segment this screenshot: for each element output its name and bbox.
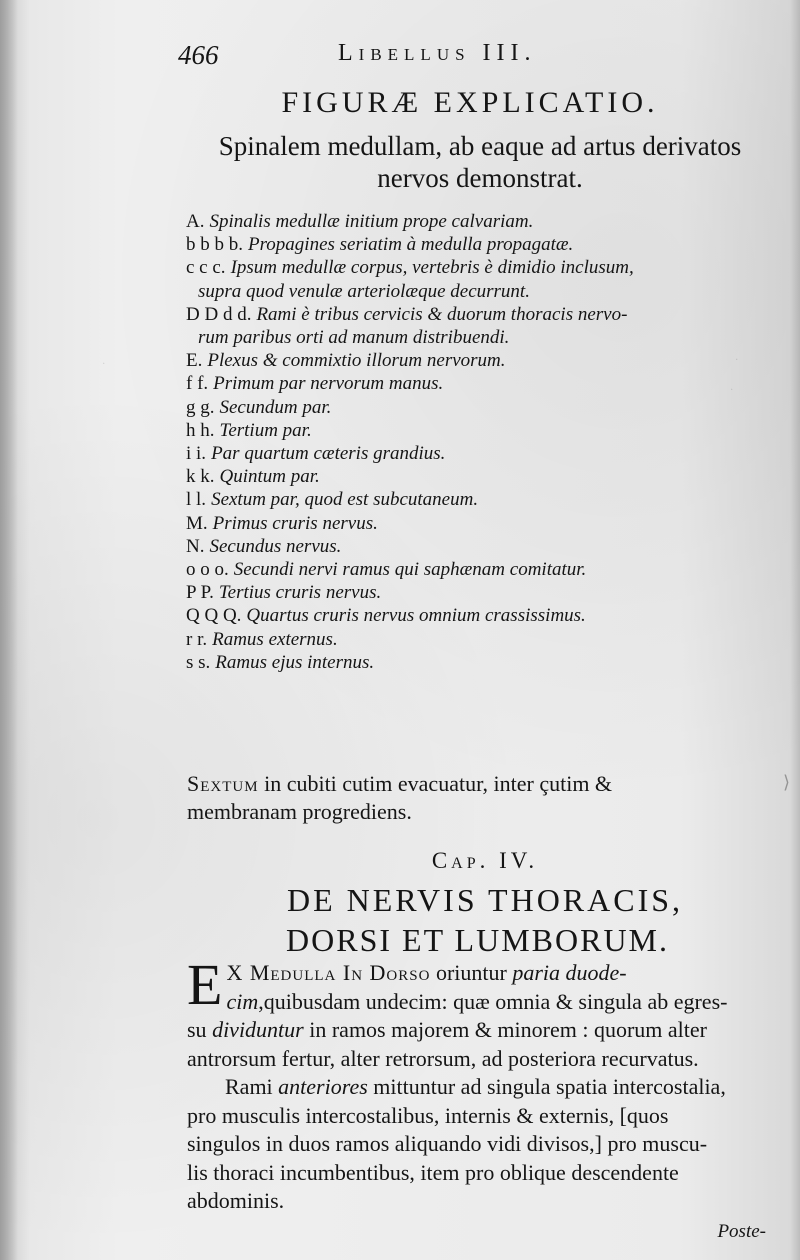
legend-item <box>186 442 771 465</box>
legend-key: r r. <box>186 628 208 650</box>
catchword: Poste- <box>717 1221 766 1242</box>
legend-item <box>186 396 771 419</box>
legend-key: b b b b. <box>186 234 243 256</box>
legend-text: Ramus externus. <box>212 628 338 650</box>
legend-text: Sextum par, quod est subcutaneum. <box>211 489 479 511</box>
legend-item <box>186 419 771 442</box>
italic-text: paria duode- <box>512 960 627 985</box>
legend-text: Secundi nervi ramus qui saphænam comitatur. <box>233 559 587 581</box>
paragraph-line: membranam progrediens. <box>187 799 412 824</box>
legend-key: s s. <box>186 651 211 673</box>
legend-key: f f. <box>186 373 209 395</box>
legend-item <box>186 581 771 604</box>
body-text: mittuntur ad singula spatia intercostalia, <box>367 1074 726 1099</box>
body-line <box>187 1073 767 1102</box>
legend-text: Quartus cruris nervus omnium crassissimus. <box>246 605 586 627</box>
legend-item <box>186 465 771 488</box>
italic-text: cim <box>226 988 259 1014</box>
legend-item <box>186 372 771 395</box>
legend-key: Q Q Q. <box>186 605 242 627</box>
legend-item <box>186 488 771 511</box>
legend-text: Tertius cruris nervus. <box>218 582 382 604</box>
legend-item <box>186 512 771 535</box>
page-header <box>178 38 763 78</box>
legend-text: Ramus ejus internus. <box>215 651 375 673</box>
legend-key: o o o. <box>186 559 229 581</box>
legend-key: k k. <box>186 466 215 488</box>
legend-key: P P. <box>186 582 214 604</box>
show-through-text: · <box>735 352 738 366</box>
legend-item <box>186 535 771 558</box>
legend-key: N. <box>186 535 205 557</box>
body-line <box>187 959 767 988</box>
legend-text: Primus cruris nervus. <box>212 512 378 534</box>
body-line: pro musculis intercostalibus, internis & externis, [quos <box>187 1102 669 1128</box>
legend-item <box>186 604 771 627</box>
legend-item <box>186 558 771 581</box>
margin-mark: ⟩ <box>783 772 791 792</box>
italic-text: dividuntur <box>212 1017 304 1042</box>
drop-cap: E <box>187 952 223 1017</box>
chapter-body <box>187 952 767 1216</box>
body-text: ,quibusdam undecim: quæ omnia & singula ab egres- <box>258 988 728 1014</box>
paragraph-text: in cubiti cutim evacuatur, inter çutim & <box>258 771 613 796</box>
figure-explanation-subtitle <box>190 130 770 194</box>
legend-key: E. <box>186 350 203 372</box>
chapter-title-line: DE NERVIS THORACIS, <box>286 882 684 918</box>
legend-text: Secundus nervus. <box>209 535 342 557</box>
legend-key: c c c. <box>186 257 226 279</box>
legend-text: Par quartum cæteris grandius. <box>211 443 446 465</box>
body-line <box>187 988 767 1017</box>
legend-key: D D d d. <box>186 303 252 325</box>
legend-text: Rami è tribus cervicis & duorum thoracis nervo- <box>256 303 628 325</box>
smallcaps-phrase: X Medulla In Dorso <box>226 960 431 985</box>
legend-text: Propagines seriatim à medulla propagatæ. <box>248 234 574 256</box>
page-number: 466 <box>178 40 219 70</box>
chapter-label: Cap. IV. <box>431 848 539 873</box>
legend-key: M. <box>186 512 208 534</box>
gutter-shadow <box>0 0 18 1260</box>
legend-continuation: rum paribus orti ad manum distribuendi. <box>198 327 510 349</box>
smallcaps-word: Sextum <box>187 771 259 796</box>
legend-key: A. <box>186 211 205 232</box>
italic-text: anteriores <box>278 1074 368 1099</box>
legend-item <box>186 256 771 302</box>
legend-text: Ipsum medullæ corpus, vertebris è dimidio inclusum, <box>230 257 634 279</box>
legend-text: Tertium par. <box>219 419 312 441</box>
legend-key: l l. <box>186 489 207 511</box>
legend-text: Spinalis medullæ initium prope calvariam. <box>209 211 534 232</box>
legend-item <box>186 651 771 674</box>
paragraph-after-legend <box>187 770 767 826</box>
show-through-text: · <box>102 356 105 370</box>
body-line: antrorsum fertur, alter retrorsum, ad posteriora recurvatus. <box>187 1045 699 1071</box>
body-text: oriuntur <box>430 960 513 985</box>
subtitle-line: Spinalem medullam, ab eaque ad artus derivatos <box>218 131 742 161</box>
body-text: su <box>187 1017 213 1042</box>
figure-legend <box>186 210 771 674</box>
body-line <box>187 1016 767 1045</box>
figure-explanation-title: FIGURÆ EXPLICATIO. <box>281 86 659 119</box>
paragraph-line <box>187 770 767 798</box>
body-line: abdominis. <box>187 1188 285 1213</box>
subtitle-line: nervos demonstrat. <box>377 163 583 193</box>
body-line: lis thoraci incumbentibus, item pro oblique descendente <box>187 1159 679 1185</box>
legend-text: Quintum par. <box>219 466 320 488</box>
running-head: Libellus III. <box>338 40 537 66</box>
chapter-title-line: DORSI ET LUMBORUM. <box>286 922 669 958</box>
body-text: in ramos majorem & minorem : quorum alter <box>303 1017 707 1042</box>
legend-key: g g. <box>186 396 215 418</box>
legend-item <box>186 349 771 372</box>
body-line: singulos in duos ramos aliquando vidi divisos,] pro muscu- <box>187 1131 708 1156</box>
legend-continuation: supra quod venulæ arteriolæque decurrunt. <box>198 280 530 302</box>
legend-key: h h. <box>186 419 215 441</box>
legend-item <box>186 210 771 233</box>
legend-key: i i. <box>186 443 207 465</box>
legend-text: Secundum par. <box>219 396 332 418</box>
body-text: Rami <box>225 1074 279 1099</box>
legend-item <box>186 628 771 651</box>
legend-text: Plexus & commixtio illorum nervorum. <box>207 350 506 372</box>
legend-item <box>186 303 771 349</box>
legend-text: Primum par nervorum manus. <box>213 373 444 395</box>
show-through-text: · <box>730 382 733 396</box>
legend-item <box>186 233 771 256</box>
